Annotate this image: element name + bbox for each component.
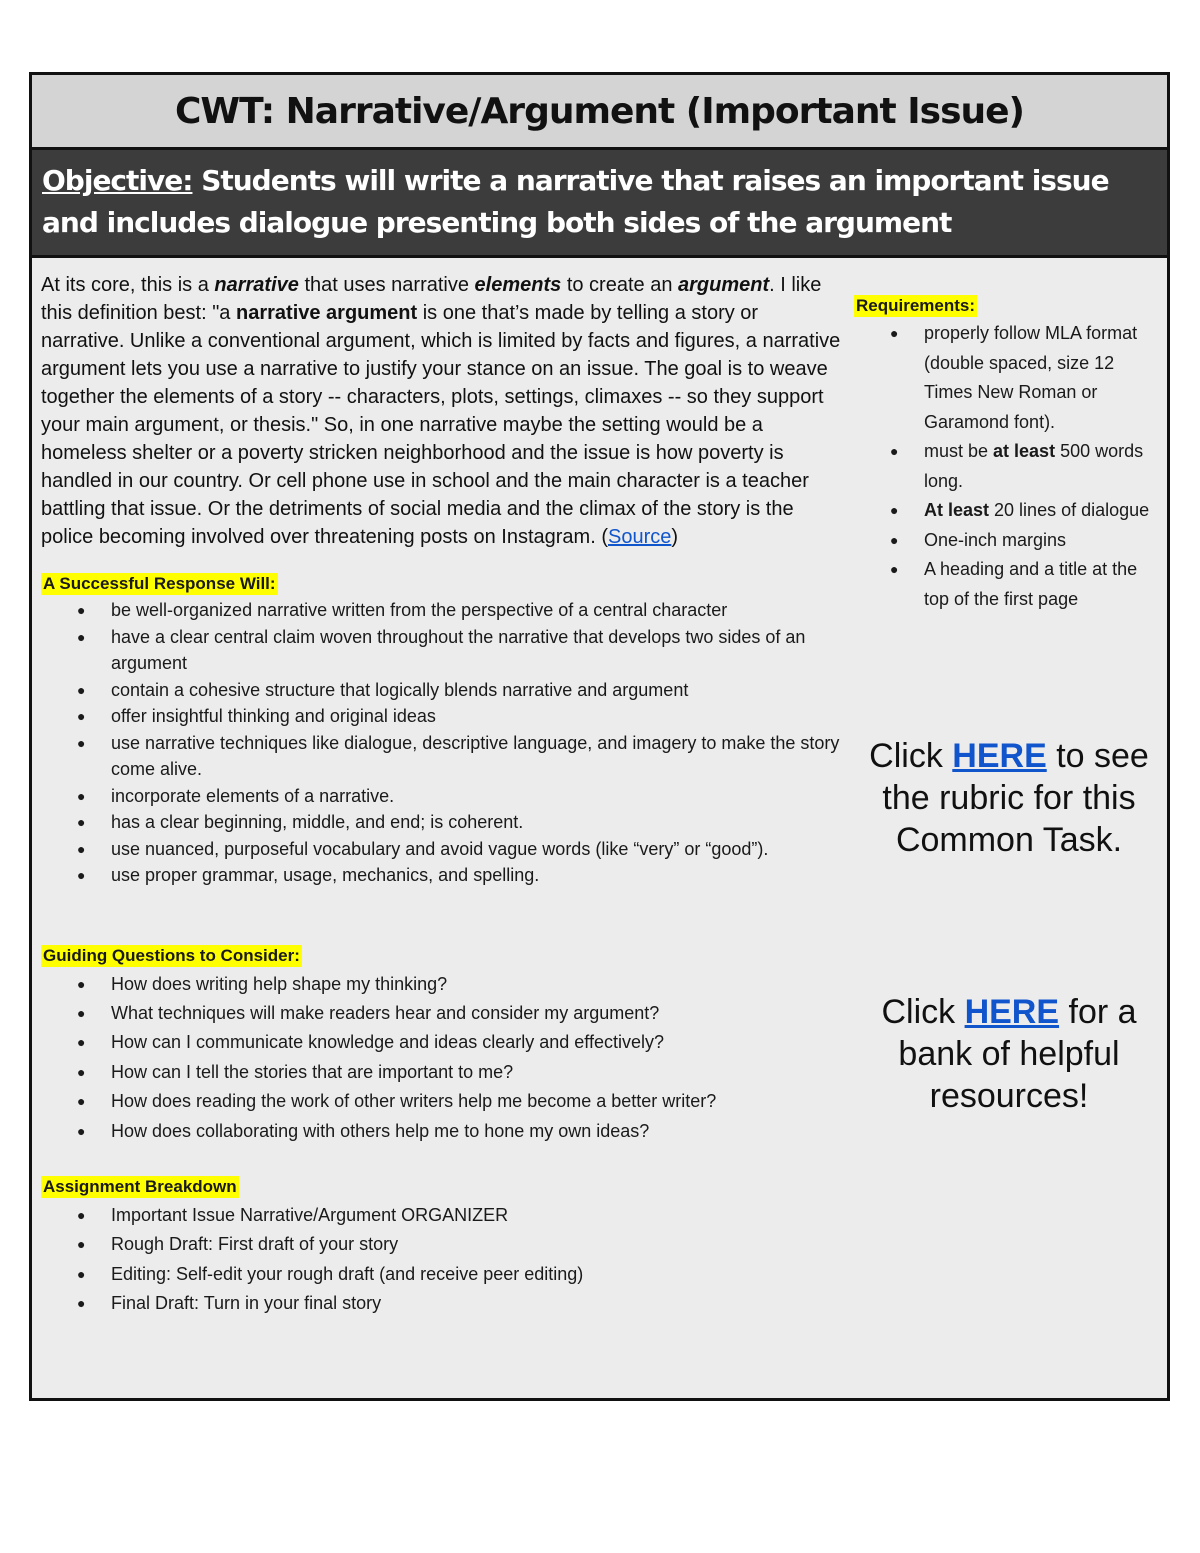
- list-item: [41, 836, 841, 863]
- requirements-list: [854, 319, 1164, 614]
- list-item: [41, 862, 841, 889]
- objective-bar: [32, 150, 1167, 258]
- rubric-callout: [854, 735, 1164, 861]
- list-item-text: offer insightful thinking and original ideas: [111, 706, 436, 726]
- bullet-icon: ●: [77, 867, 86, 883]
- successful-response-heading-row: [41, 573, 841, 595]
- list-item-text: use proper grammar, usage, mechanics, and spelling.: [111, 865, 540, 885]
- intro-text: is one that’s made by telling a story or narrative. Unlike a conventional argument, which is limited by facts and figures, a narrative argument lets you use a narrative to justify your stance on an issue. The goal is to weave together the elements of a story -- characters, plots, settings, climaxes -- so they support your main argument, or thesis." So, in one narrative maybe the setting would be a homeless shelter or a poverty stricken neighborhood and the issue is how poverty is handled in our country. Or cell phone use in school and the main character is a teacher battling that issue. Or the detriments of social media and the climax of the story is the police becoming involved over threatening posts on Instagram. (: [41, 302, 841, 548]
- successful-response-list: [41, 597, 841, 889]
- list-item-text: has a clear beginning, middle, and end; is coherent.: [111, 812, 524, 832]
- guiding-questions-heading-row: [41, 945, 841, 967]
- list-item: [854, 555, 1164, 614]
- list-item: [41, 1289, 841, 1319]
- callout-text: Click: [869, 737, 953, 775]
- objective-text: [42, 160, 1157, 244]
- list-item: [41, 730, 841, 783]
- list-item-emphasis: At least: [924, 500, 990, 520]
- intro-term-argument: argument: [678, 274, 770, 296]
- requirements-heading-row: [854, 295, 1164, 317]
- list-item: [41, 703, 841, 730]
- requirements-column: [854, 295, 1164, 614]
- callout-text: for a bank of helpful resources!: [898, 993, 1137, 1115]
- bullet-icon: ●: [77, 1034, 86, 1051]
- list-item: [41, 970, 841, 999]
- list-item-text: use nuanced, purposeful vocabulary and avoid vague words (like “very” or “good”).: [111, 838, 769, 859]
- intro-text: ): [671, 526, 679, 548]
- list-item-text: How does writing help shape my thinking?: [111, 973, 448, 994]
- list-item: [41, 1058, 841, 1087]
- list-item-text: must be: [924, 441, 994, 461]
- list-item-text: 20 lines of dialogue: [989, 500, 1150, 520]
- bullet-icon: ●: [890, 502, 899, 518]
- bullet-icon: ●: [77, 1063, 86, 1080]
- bullet-icon: ●: [890, 561, 899, 577]
- assignment-breakdown-heading: Assignment Breakdown: [43, 1176, 237, 1196]
- list-item: [854, 526, 1164, 556]
- list-item-text: contain a cohesive structure that logically blends narrative and argument: [111, 679, 689, 700]
- requirements-heading: Requirements:: [856, 296, 976, 315]
- bullet-icon: ●: [77, 734, 86, 751]
- bullet-icon: ●: [77, 975, 86, 992]
- intro-text: . I like this definition best: "a: [41, 274, 822, 324]
- list-item-text: have a clear central claim woven throughout the narrative that develops two sides of an argument: [111, 626, 806, 673]
- title-bar: [32, 75, 1167, 150]
- intro-paragraph: [41, 271, 841, 551]
- resources-callout: [854, 991, 1164, 1117]
- list-item: [41, 624, 841, 677]
- list-item: [41, 783, 841, 810]
- list-item: [41, 677, 841, 704]
- bullet-icon: ●: [77, 681, 86, 698]
- page-title: CWT: Narrative/Argument (Important Issue): [175, 90, 1024, 132]
- assignment-breakdown-list: [41, 1201, 841, 1319]
- list-item-text: How can I communicate knowledge and ideas clearly and effectively?: [111, 1032, 664, 1053]
- list-item: [41, 999, 841, 1028]
- callout-text: to see the rubric for this Common Task.: [882, 737, 1149, 859]
- bullet-icon: ●: [77, 787, 86, 804]
- guiding-questions-list: [41, 970, 841, 1146]
- list-item-text: Final Draft: Turn in your final story: [111, 1293, 382, 1314]
- bullet-icon: ●: [77, 1004, 86, 1021]
- list-item-text: 500 words long.: [924, 441, 1144, 491]
- list-item-text: How does collaborating with others help me to hone my own ideas?: [111, 1120, 650, 1141]
- bullet-icon: ●: [77, 628, 86, 645]
- list-item: [854, 319, 1164, 437]
- list-item: [41, 1117, 841, 1146]
- list-item-text: What techniques will make readers hear and consider my argument?: [111, 1002, 660, 1023]
- intro-text: At its core, this is a: [41, 274, 215, 296]
- assignment-breakdown-heading-row: [41, 1176, 841, 1198]
- bullet-icon: ●: [77, 1295, 86, 1312]
- list-item-text: How can I tell the stories that are important to me?: [111, 1061, 514, 1082]
- list-item-text: Editing: Self-edit your rough draft (and receive peer editing): [111, 1263, 584, 1284]
- list-item: [41, 1260, 841, 1290]
- bullet-icon: ●: [77, 602, 86, 618]
- bullet-icon: ●: [77, 1236, 86, 1253]
- successful-response-heading: A Successful Response Will:: [43, 574, 276, 593]
- list-item: [854, 496, 1164, 526]
- bullet-icon: ●: [890, 531, 899, 548]
- bullet-icon: ●: [77, 840, 86, 857]
- list-item-emphasis: at least: [993, 441, 1056, 461]
- bullet-icon: ●: [890, 325, 899, 341]
- intro-term-narrative: narrative: [214, 274, 299, 296]
- bullet-icon: ●: [77, 1265, 86, 1282]
- list-item: [41, 1201, 841, 1231]
- bullet-icon: ●: [77, 1122, 86, 1139]
- callout-text: Click: [881, 993, 965, 1031]
- list-item: [41, 1230, 841, 1260]
- guiding-questions-heading: Guiding Questions to Consider:: [43, 945, 300, 965]
- list-item: [41, 1028, 841, 1057]
- bullet-icon: ●: [77, 1093, 86, 1110]
- bullet-icon: ●: [890, 443, 899, 459]
- list-item-text: A heading and a title at the top of the first page: [924, 559, 1138, 609]
- assignment-sheet: [29, 72, 1170, 1401]
- list-item-text: Important Issue Narrative/Argument ORGANIZER: [111, 1204, 509, 1225]
- list-item-text: properly follow MLA format (double spaced, size 12 Times New Roman or Garamond font).: [924, 323, 1138, 432]
- intro-term-elements: elements: [474, 274, 562, 296]
- main-column: [41, 271, 841, 1319]
- bullet-icon: ●: [77, 708, 86, 724]
- objective-body: Students will write a narrative that raises an important issue and includes dialogue presenting both sides of the argument: [42, 164, 1109, 239]
- list-item: [854, 437, 1164, 496]
- bullet-icon: ●: [77, 814, 86, 830]
- intro-text: to create an: [561, 274, 679, 296]
- bullet-icon: ●: [77, 1206, 86, 1223]
- intro-text: that uses narrative: [298, 274, 475, 296]
- list-item: [41, 809, 841, 836]
- list-item: [41, 597, 841, 624]
- source-link[interactable]: Source: [607, 526, 672, 548]
- list-item-text: incorporate elements of a narrative.: [111, 785, 395, 806]
- list-item-text: be well-organized narrative written from the perspective of a central character: [111, 600, 728, 620]
- list-item-text: One-inch margins: [924, 529, 1067, 550]
- list-item: [41, 1087, 841, 1116]
- objective-label: Objective:: [42, 164, 193, 197]
- resources-link[interactable]: HERE: [964, 993, 1060, 1031]
- list-item-text: use narrative techniques like dialogue, descriptive language, and imagery to make the story come alive.: [111, 732, 840, 779]
- list-item-text: How does reading the work of other writers help me become a better writer?: [111, 1091, 717, 1112]
- list-item-text: Rough Draft: First draft of your story: [111, 1234, 399, 1255]
- intro-term-narrative-argument: narrative argument: [236, 302, 418, 324]
- rubric-link[interactable]: HERE: [952, 737, 1047, 775]
